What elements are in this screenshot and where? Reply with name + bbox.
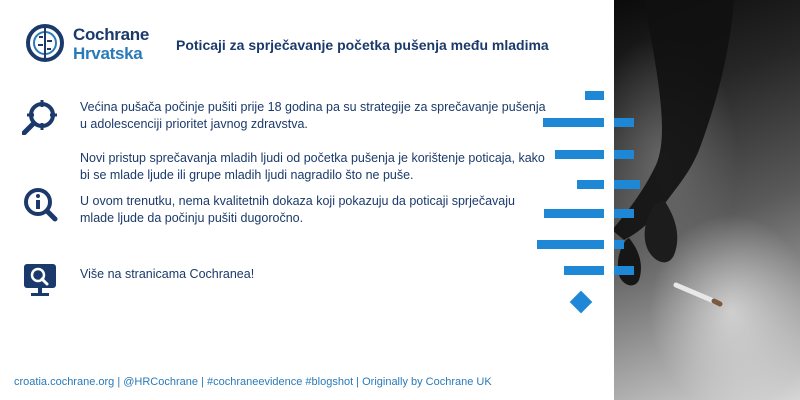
paragraph: Novi pristup sprečavanja mladih ljudi od početka pušenja je korištenje poticaja, kako bi se mlade ljude ili grupe mladih ljudi nagradilo što ne puše. (80, 151, 545, 182)
brand-name: Cochrane (73, 25, 150, 44)
cochrane-logo[interactable] (26, 24, 156, 66)
monitor-search-icon[interactable] (22, 262, 58, 298)
photo-illustration (604, 0, 800, 400)
smoking-hand-photo (604, 0, 800, 400)
section-intro (80, 99, 550, 184)
brand-region: Hrvatska (73, 44, 143, 63)
paragraph: Većina pušača počinje pušiti prije 18 godina pa su strategije za sprečavanje pušenja u adolescenciji prioritet javnog zdravstva. (80, 100, 546, 131)
section-evidence (80, 193, 550, 227)
footer-links[interactable]: croatia.cochrane.org | @HRCochrane | #cochraneevidence #blogshot | Originally by Cochrane UK (14, 376, 492, 388)
page-title: Poticaji za sprječavanje početka pušenja među mladima (176, 37, 549, 53)
more-info-link[interactable] (80, 266, 550, 283)
target-icon (22, 99, 58, 135)
info-icon (22, 186, 58, 222)
cochrane-logo-icon (26, 24, 64, 62)
paragraph[interactable]: Više na stranicama Cochranea! (80, 267, 255, 281)
paragraph: U ovom trenutku, nema kvalitetnih dokaza koji pokazuju da poticaji sprječavaju mlade ljude da počinju pušiti dugoročno. (80, 194, 515, 225)
panel-divider (604, 0, 614, 400)
